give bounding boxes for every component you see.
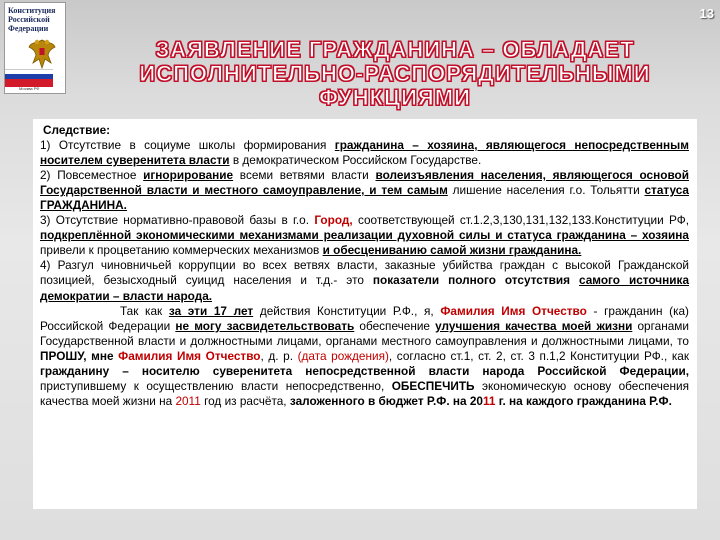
p1-text-c: в демократическом Российском Государстве. [229,153,482,168]
p5-text-k: , согласно ст.1, ст. 2, ст. 3 п.1,2 Конституции РФ., как [388,348,689,363]
logo-line-2: Российской [8,15,50,24]
p5-text-a: Так как [120,303,169,318]
title-line-2: ИСПОЛНИТЕЛЬНО-РАСПОРЯДИТЕЛЬНЫМИ ФУНКЦИЯМИ [139,61,651,110]
p2-text-a: 2) Повсеместное [40,168,144,183]
title-line-1: ЗАЯВЛЕНИЕ ГРАЖДАНИНА – ОБЛАДАЕТ [155,37,635,62]
p5-text-p: год из расчёта, [200,393,290,408]
p5-text-c: действия Конституции Р.Ф., я, [253,303,441,318]
section-heading: Следствие: [43,123,111,137]
logo-caption: Москва РФ [19,86,40,91]
p2-text-e: лишение населения г.о. Тольятти [447,183,645,198]
p5-text-q: заложенного в бюджет Р.Ф. на 20 [289,393,483,408]
paragraph-4 [40,258,689,303]
p5-text-h: органами Государственной власти и должностными лицами, органами местного самоуправления и должностными лицами, то [40,318,689,348]
p5-text-n: ОБЕСПЕЧИТЬ [391,378,475,393]
paragraph-1 [40,138,689,168]
p5-text-m: приступившему к осуществлению власти непосредственно, [40,378,392,393]
p3-text-e: и обесцениванию самой жизни гражданина. [322,243,582,258]
paragraph-2 [40,168,689,213]
slide-number: 13 [699,6,714,21]
p5-text-l: гражданину – носителю суверенитета непосредственной власти народа Российской Федерации, [40,363,689,378]
paragraph-3 [40,213,689,258]
p3-text-a: 3) Отсутствие нормативно-правовой базы в г.о. [40,213,315,228]
p1-text-a: 1) Отсутствие в социуме школы формирования [40,138,335,153]
p3-city: Город, [314,213,353,228]
coat-of-arms-icon [27,37,57,71]
p5-text-d: - гражданин (ка) Российской Федерации [40,303,689,333]
p3-text-b: соответствующей ст.1.2,3,130,131,132,133.Конституции РФ, [352,213,689,228]
logo-line-1: Конституция [8,6,56,15]
p5-full-name-2: Фамилия Имя Отчество [118,348,261,363]
p3-text-d: привели к процветанию коммерческих механизмов [40,243,323,258]
p5-text-j: , д. р. [260,348,298,363]
p5-year-2: 11 [482,393,496,408]
p5-text-e: не могу засвидетельствовать [175,318,355,333]
p5-text-g: улучшения качества моей жизни [435,318,633,333]
p2-text-f: статуса ГРАЖДАНИНА. [40,183,689,213]
logo-line-3: Федерации [8,24,49,33]
p4-text-a: 4) Разгул чиновничьей коррупции во всех ветвях власти, заказные убийства граждан с высокой Гражданской позицией, безысходный суицид населения и т.д.- это [40,258,689,288]
p1-text-b: гражданина – хозяина, являющегося непосредственным носителем суверенитета власти [40,138,689,168]
p5-text-r: г. на каждого гражданина Р.Ф. [495,393,672,408]
logo-text [8,6,64,33]
p2-text-d: волеизъявления населения, являющегося основой Государственной власти и местного самоуправление, и тем самым [40,168,690,198]
p5-full-name: Фамилия Имя Отчество [440,303,587,318]
p2-text-c: всеми ветвями власти [233,168,376,183]
p5-text-i: ПРОШУ, мне [40,348,119,363]
p5-text-f: обеспечение [354,318,436,333]
p5-text-o: экономическую основу обеспечения качества моей жизни на [40,378,689,408]
statement-text-box [33,119,697,509]
slide-title [70,38,720,110]
flag-stripes [5,69,45,84]
paragraph-5 [40,304,689,409]
p4-text-b: показатели полного отсутствия [372,273,579,288]
p5-text-b: за эти 17 лет [168,303,254,318]
p3-text-c: подкреплённой экономическими механизмами реализации духовной силы и статуса гражданина – хозяина [40,228,689,243]
p2-text-b: игнорирование [143,168,234,183]
p5-year-1: 2011 [175,393,201,408]
p4-text-c: самого источника демократии – власти народа. [40,273,689,303]
p5-date-of-birth: (дата рождения) [297,348,389,363]
constitution-logo [4,2,66,94]
